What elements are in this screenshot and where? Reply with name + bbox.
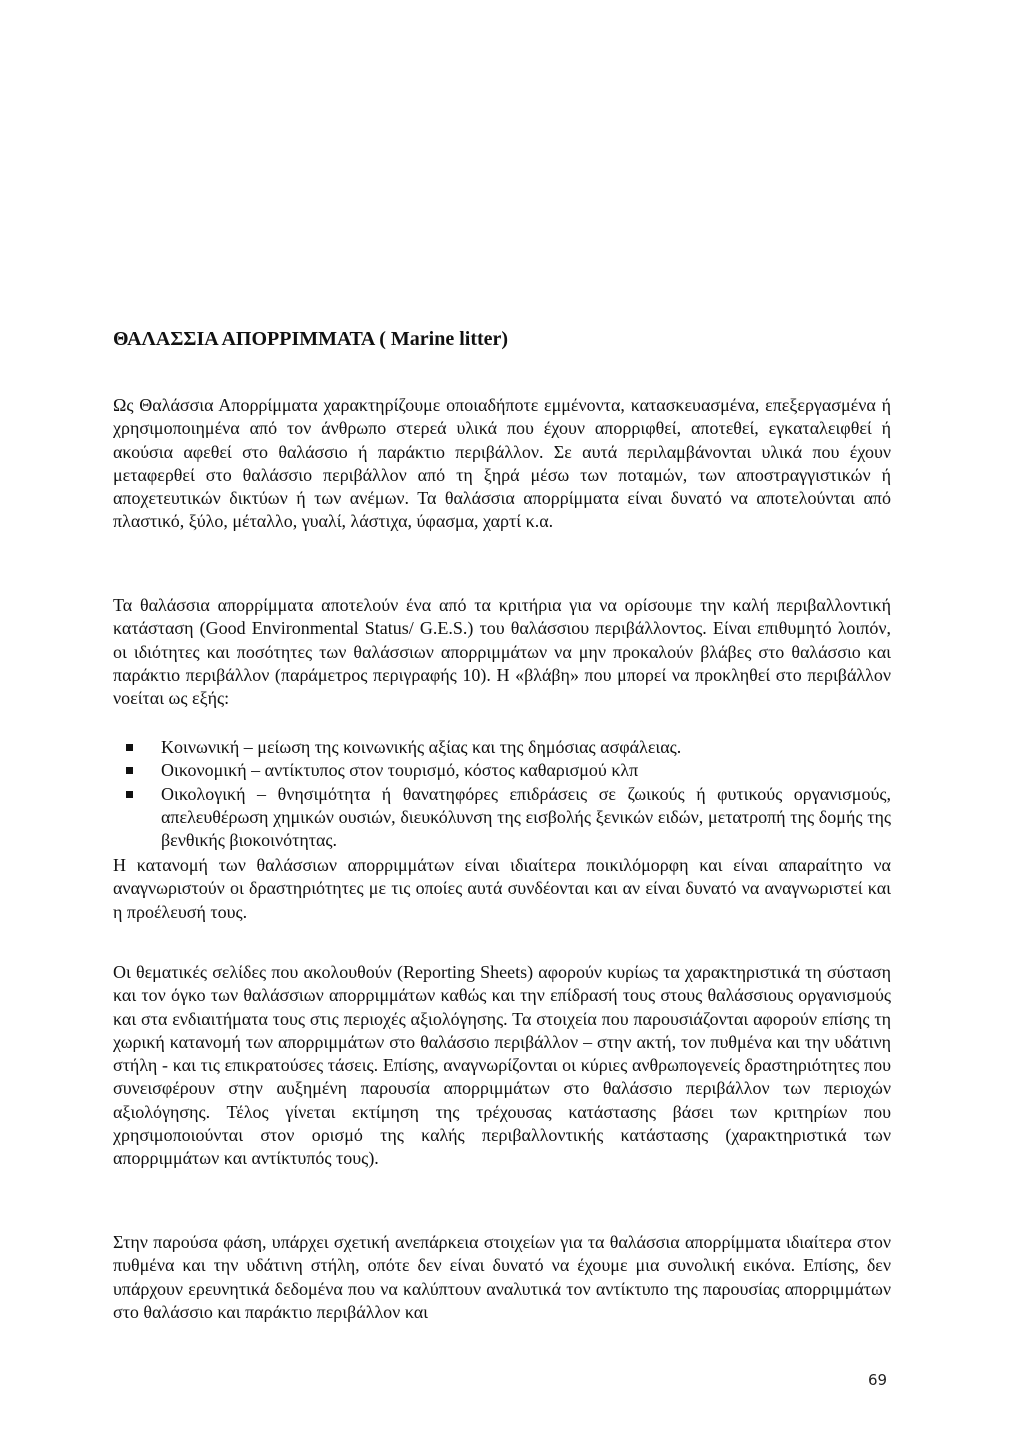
list-item xyxy=(113,783,891,853)
paragraph-reporting-sheets: Οι θεματικές σελίδες που ακολουθούν (Reporting Sheets) αφορούν κυρίως τα χαρακτηριστικά τη σύσταση και τον όγκο των θαλάσσιων απορριμμάτων καθώς και την επίδρασή τους στους θαλάσσιους οργανισμούς και στα ενδιαιτήματα τους στις περιοχές αξιολόγησης. Τα στοιχεία που παρουσιάζονται αφορούν επίσης τη χωρική κατανομή των απορριμμάτων στο θαλάσσιο περιβάλλον – στην ακτή, τον πυθμένα και την υδάτινη στήλη - και τις επικρατούσες τάσεις. Επίσης, αναγνωρίζονται οι κύριες ανθρωπογενείς δραστηριότητες που συνεισφέρουν στην αυξημένη παρουσία απορριμμάτων στο θαλάσσιο περιβάλλον των περιοχών αξιολόγησης. Τέλος γίνεται εκτίμηση της τρέχουσας κατάστασης βάσει των κριτηρίων που χρησιμοποιούνται στον ορισμό της καλής περιβαλλοντικής κατάστασης (χαρακτηριστικά των απορριμμάτων και αντίκτυπός τους). xyxy=(113,962,891,1169)
list-item xyxy=(113,736,891,759)
list-item-text: Κοινωνική – μείωση της κοινωνικής αξίας και της δημόσιας ασφάλειας. xyxy=(161,737,682,757)
square-bullet-icon xyxy=(126,767,133,774)
list-item xyxy=(113,759,891,782)
paragraph-definition: Ως Θαλάσσια Απορρίμματα χαρακτηρίζουμε οποιαδήποτε εμμένοντα, κατασκευασμένα, επεξεργασμένα ή χρησιμοποιημένα από τον άνθρωπο στερεά υλικά που έχουν απορριφθεί, αποτεθεί, εγκαταλειφθεί ή ακούσια αφεθεί στο θαλάσσιο ή παράκτιο περιβάλλον. Σε αυτά περιλαμβάνονται υλικά που έχουν μεταφερθεί στο θαλάσσιο περιβάλλον από τη ξηρά μέσω των ποταμών, των αποστραγγιστικών ή αποχετευτικών δικτύων ή των ανέμων. Τα θαλάσσια απορρίμματα είναι δυνατό να αποτελούνται από πλαστικό, ξύλο, μέταλλο, γυαλί, λάστιχα, ύφασμα, χαρτί κ.α. xyxy=(113,395,891,532)
harm-types-list xyxy=(113,736,891,852)
square-bullet-icon xyxy=(126,744,133,751)
list-item-text: Οικολογική – θνησιμότητα ή θανατηφόρες επιδράσεις σε ζωικούς ή φυτικούς οργανισμούς, απελευθέρωση χημικών ουσιών, διευκόλυνση της εισβολής ξενικών ειδών, μετατροπή της δομής της βενθικής βιοκοινότητας. xyxy=(161,783,891,851)
list-item-text: Οικονομική – αντίκτυπος στον τουρισμό, κόστος καθαρισμού κλπ xyxy=(161,760,639,781)
paragraph-data-gaps: Στην παρούσα φάση, υπάρχει σχετική ανεπάρκεια στοιχείων για τα θαλάσσια απορρίμματα ιδιαίτερα στον πυθμένα και την υδάτινη στήλη, οπότε δεν είναι δυνατό να έχουμε μια συνολική εικόνα. Επίσης, δεν υπάρχουν ερευνητικά δεδομένα που να καλύπτουν αναλυτικά τον αντίκτυπο της παρουσίας απορριμμάτων στο θαλάσσιο και παράκτιο περιβάλλον και xyxy=(113,1232,891,1322)
page-number: 69 xyxy=(868,1371,888,1389)
square-bullet-icon xyxy=(126,791,133,798)
paragraph-distribution: Η κατανομή των θαλάσσιων απορριμμάτων είναι ιδιαίτερα ποικιλόμορφη και είναι απαραίτητο να αναγνωριστούν οι δραστηριότητες με τις οποίες αυτά συνδέονται και αν είναι δυνατό να αναγνωριστεί και η προέλευσή τους. xyxy=(113,855,891,922)
page-title: ΘΑΛΑΣΣΙΑ ΑΠΟΡΡΙΜΜΑΤΑ ( Marine litter) xyxy=(113,328,509,350)
paragraph-ges-criteria: Τα θαλάσσια απορρίμματα αποτελούν ένα από τα κριτήρια για να ορίσουμε την καλή περιβαλλοντική κατάσταση (Good Environmental Status/ G.E.S.) του θαλάσσιου περιβάλλοντος. Είναι επιθυμητό λοιπόν, οι ιδιότητες και ποσότητες των θαλάσσιων απορριμμάτων να μην προκαλούν βλάβες στο θαλάσσιο και παράκτιο περιβάλλον (παράμετρος περιγραφής 10). Η «βλάβη» που μπορεί να προκληθεί στο περιβάλλον νοείται ως εξής: xyxy=(113,595,891,709)
